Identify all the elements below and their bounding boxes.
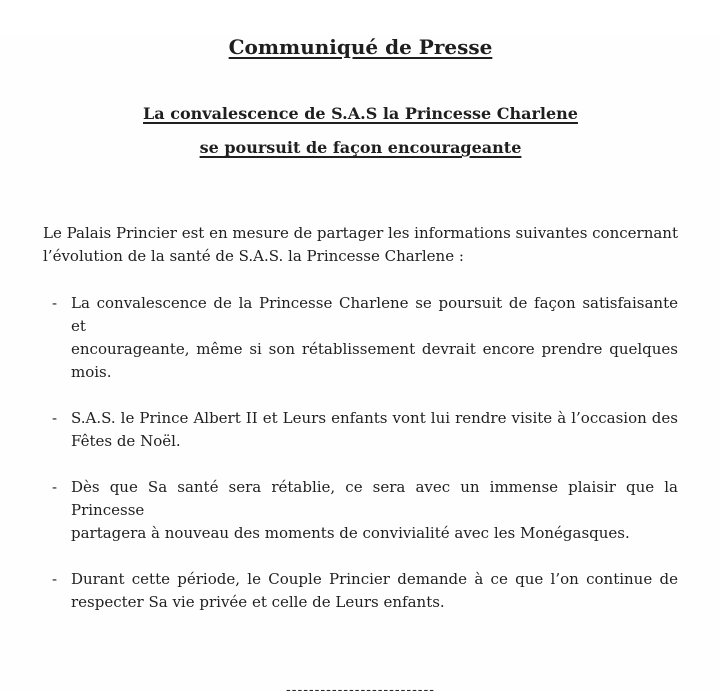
bullet-item-3-text bbox=[71, 476, 678, 545]
document-subtitle bbox=[43, 97, 678, 165]
bullet-dash: - bbox=[52, 478, 58, 496]
text-line: respecter Sa vie privée et celle de Leurs enfants. bbox=[71, 593, 445, 611]
press-release-content bbox=[0, 35, 720, 698]
bullet-item-2-text bbox=[71, 407, 678, 453]
bullet-item-4 bbox=[43, 568, 678, 614]
bullet-item-3 bbox=[43, 476, 678, 545]
text-line: Fêtes de Noël. bbox=[71, 432, 181, 450]
text-line: Dès que Sa santé sera rétablie, ce sera avec un immense plaisir que la Princesse bbox=[71, 478, 678, 519]
text-line: Durant cette période, le Couple Princier demande à ce que l’on continue de bbox=[71, 570, 678, 588]
bullet-list bbox=[43, 292, 678, 614]
bullet-dash: - bbox=[52, 570, 58, 588]
text-line: partagera à nouveau des moments de convivialité avec les Monégasques. bbox=[71, 524, 630, 542]
footer-divider: -------------------------- bbox=[286, 682, 435, 698]
text-line: La convalescence de la Princesse Charlene se poursuit de façon satisfaisante et bbox=[71, 294, 678, 335]
text-line: S.A.S. le Prince Albert II et Leurs enfants vont lui rendre visite à l’occasion des bbox=[71, 409, 678, 427]
bullet-dash: - bbox=[52, 294, 58, 312]
document-title-text: Communiqué de Presse bbox=[228, 35, 493, 59]
bullet-dash: - bbox=[52, 409, 58, 427]
text-line: encourageante, même si son rétablissement devrait encore prendre quelques bbox=[71, 340, 678, 358]
document-title bbox=[43, 35, 678, 59]
bullet-item-1 bbox=[43, 292, 678, 384]
bullet-item-1-text bbox=[71, 292, 678, 384]
bullet-item-4-text bbox=[71, 568, 678, 614]
text-line: l’évolution de la santé de S.A.S. la Princesse Charlene : bbox=[43, 247, 464, 265]
bullet-item-2 bbox=[43, 407, 678, 453]
text-line: Le Palais Princier est en mesure de partager les informations suivantes concernant bbox=[43, 224, 678, 242]
press-release-page bbox=[0, 35, 720, 698]
subtitle-line-2: se poursuit de façon encourageante bbox=[199, 138, 522, 157]
subtitle-line-1: La convalescence de S.A.S la Princesse Charlene bbox=[143, 104, 578, 123]
intro-paragraph bbox=[43, 222, 678, 268]
text-line: mois. bbox=[71, 363, 112, 381]
